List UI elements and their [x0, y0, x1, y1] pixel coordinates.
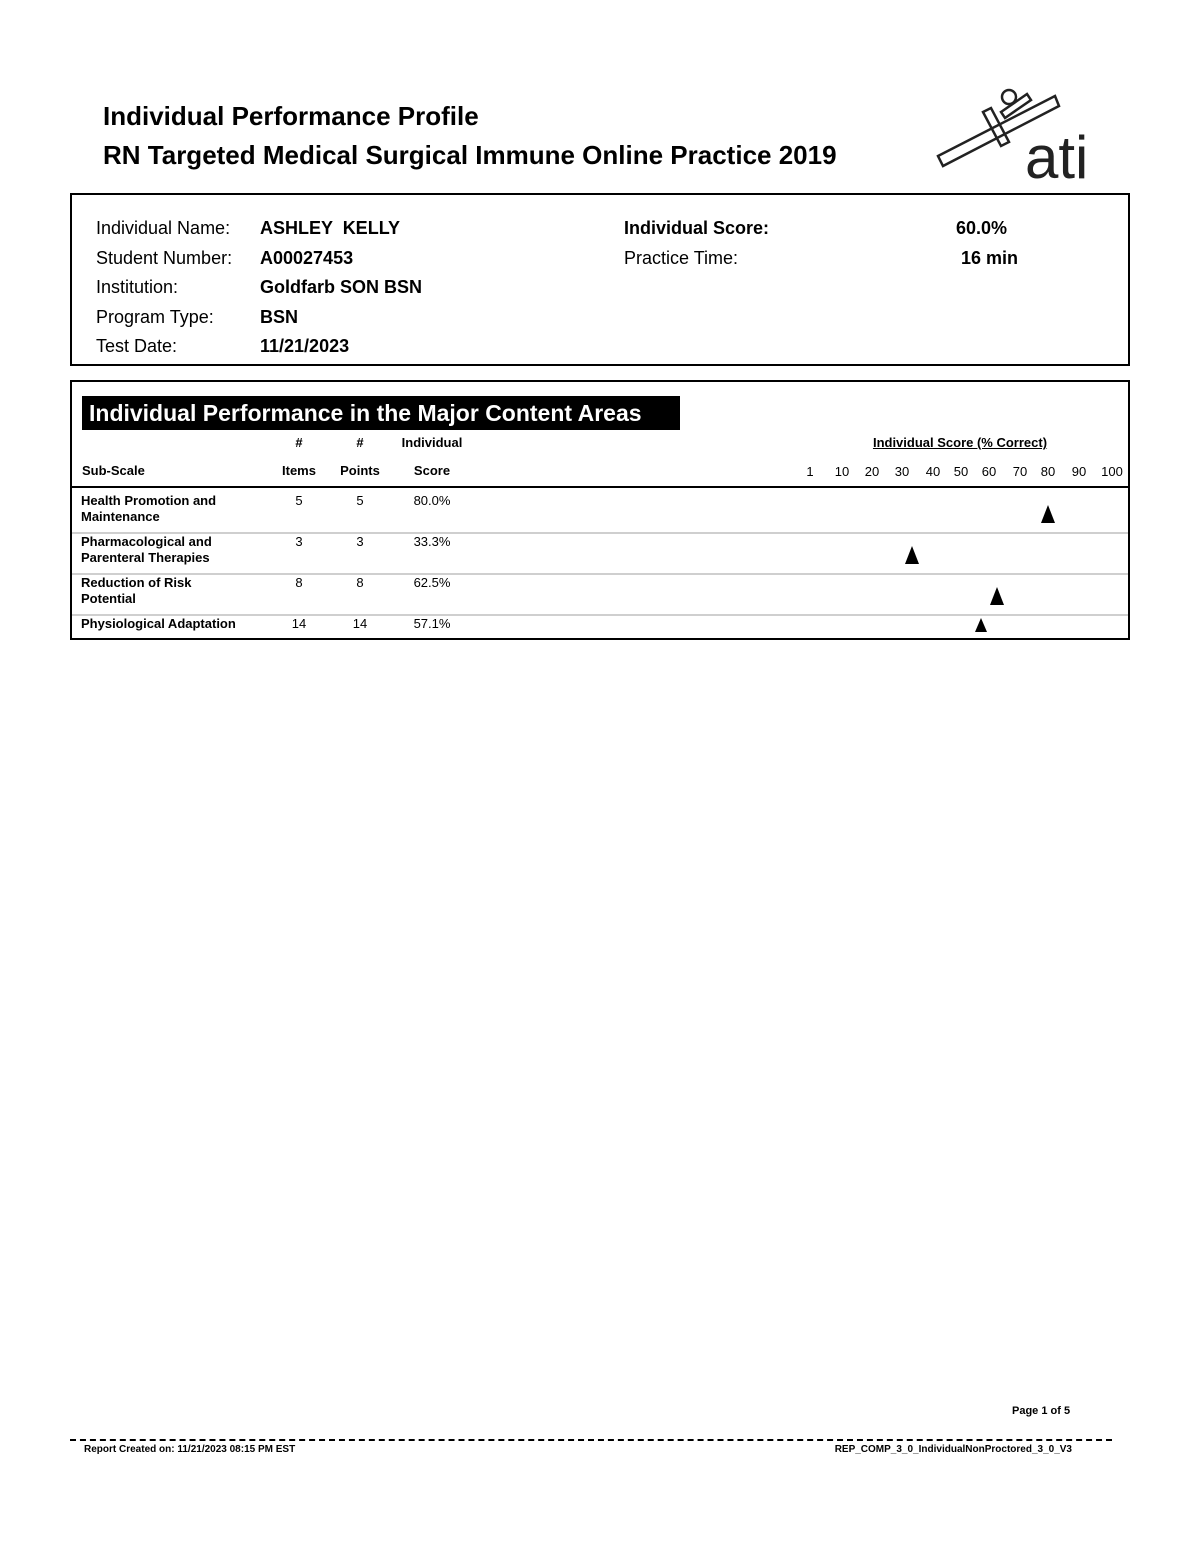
points-header-top: #: [356, 435, 364, 450]
subscale-label: [81, 616, 266, 632]
scale-tick: 50: [953, 464, 969, 479]
report-code: REP_COMP_3_0_IndividualNonProctored_3_0_V3: [834, 1444, 1072, 1455]
score-marker: [975, 618, 987, 632]
program-type-value: BSN: [260, 307, 299, 327]
points-cell: 8: [356, 575, 364, 590]
individual-score-value: 60.0%: [956, 218, 1008, 238]
individual-name-value: ASHLEY KELLY: [260, 218, 401, 238]
subscale-label-line: Potential: [81, 591, 136, 606]
ati-logo: [935, 84, 1105, 184]
score-marker: [990, 587, 1004, 605]
scale-title: Individual Score (% Correct): [872, 435, 1048, 450]
program-type-label: Program Type:: [96, 307, 214, 327]
subscale-label-line: Physiological Adaptation: [81, 616, 236, 631]
practice-time-value: 16 min: [961, 248, 1019, 268]
header-divider: [72, 486, 1128, 488]
individual-score-label: Individual Score:: [624, 218, 770, 238]
subscale-label-line: Maintenance: [81, 509, 160, 524]
section-title: Individual Performance in the Major Content Areas: [82, 396, 680, 430]
subscale-label: [81, 575, 266, 607]
score-header-top: Individual: [401, 435, 463, 450]
scale-tick: 40: [925, 464, 941, 479]
items-header-top: #: [295, 435, 303, 450]
score-cell: 57.1%: [413, 616, 451, 631]
subscale-label: [81, 534, 266, 566]
test-date-value: 11/21/2023: [260, 336, 350, 356]
individual-name-label: Individual Name:: [96, 218, 231, 238]
subscale-header: Sub-Scale: [82, 463, 145, 478]
score-cell: 80.0%: [413, 493, 451, 508]
score-marker: [1041, 505, 1055, 523]
items-header: Items: [282, 463, 316, 478]
scale-tick: 30: [894, 464, 910, 479]
scale-tick: 1: [806, 464, 814, 479]
report-created: Report Created on: 11/21/2023 08:15 PM EST: [84, 1444, 296, 1455]
report-subtitle: RN Targeted Medical Surgical Immune Online Practice 2019: [103, 140, 837, 170]
test-date-label: Test Date:: [96, 336, 178, 356]
scale-tick: 100: [1101, 464, 1123, 479]
points-cell: 5: [356, 493, 364, 508]
scale-tick: 80: [1040, 464, 1056, 479]
subscale-label: [81, 493, 266, 525]
items-cell: 8: [295, 575, 303, 590]
student-info-box: [70, 193, 1130, 366]
scale-tick: 60: [981, 464, 997, 479]
subscale-label-line: Parenteral Therapies: [81, 550, 210, 565]
score-header: Score: [413, 463, 451, 478]
points-header: Points: [340, 463, 380, 478]
scale-tick: 90: [1071, 464, 1087, 479]
items-cell: 3: [295, 534, 303, 549]
scale-tick: 70: [1012, 464, 1028, 479]
practice-time-label: Practice Time:: [624, 248, 739, 268]
scale-tick: 20: [864, 464, 880, 479]
score-cell: 62.5%: [413, 575, 451, 590]
score-marker: [905, 546, 919, 564]
items-cell: 14: [291, 616, 307, 631]
points-cell: 14: [352, 616, 368, 631]
ati-logo-text: ati: [1025, 124, 1089, 184]
points-cell: 3: [356, 534, 364, 549]
institution-label: Institution:: [96, 277, 179, 297]
report-title: Individual Performance Profile: [103, 101, 479, 131]
student-number-value: A00027453: [260, 248, 354, 268]
score-cell: 33.3%: [413, 534, 451, 549]
performance-box: [70, 380, 1130, 640]
page-number: Page 1 of 5: [1012, 1405, 1071, 1417]
student-number-label: Student Number:: [96, 248, 233, 268]
footer-divider: [70, 1439, 1112, 1441]
subscale-label-line: Reduction of Risk: [81, 575, 192, 590]
scale-tick: 10: [834, 464, 850, 479]
institution-value: Goldfarb SON BSN: [260, 277, 423, 297]
subscale-label-line: Pharmacological and: [81, 534, 212, 549]
items-cell: 5: [295, 493, 303, 508]
subscale-label-line: Health Promotion and: [81, 493, 217, 508]
